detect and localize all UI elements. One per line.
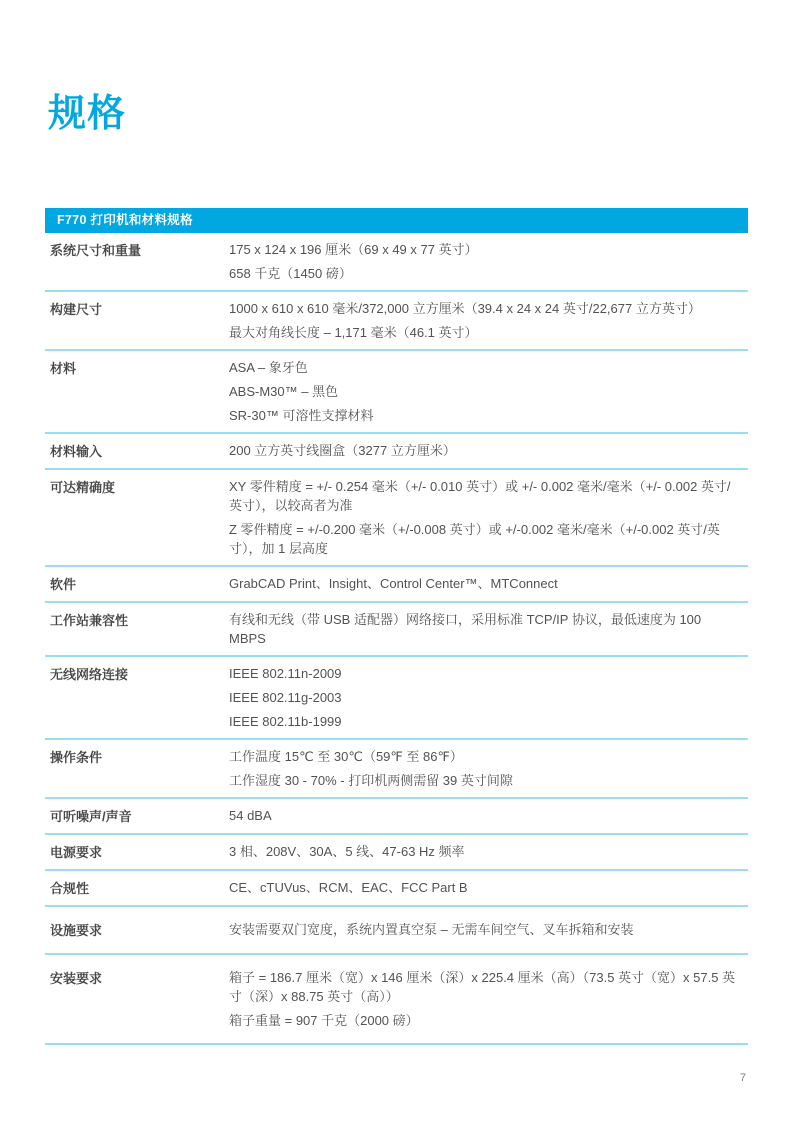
spec-row-values	[229, 806, 748, 826]
spec-value-line: ABS-M30™ – 黑色	[229, 384, 339, 399]
page-number: 7	[739, 1072, 746, 1084]
spec-value-line: 200 立方英寸线圈盒（3277 立方厘米）	[229, 443, 456, 458]
spec-row-values	[229, 878, 748, 898]
spec-value-line: 工作湿度 30 - 70% - 打印机两侧需留 39 英寸间隙	[229, 773, 513, 788]
spec-row	[45, 567, 748, 603]
spec-row-label: 构建尺寸	[50, 302, 103, 317]
spec-row-label: 系统尺寸和重量	[50, 243, 142, 258]
spec-table	[45, 208, 748, 1045]
spec-row-values	[229, 920, 748, 940]
spec-row	[45, 657, 748, 740]
spec-row	[45, 233, 748, 292]
spec-row-values	[229, 574, 748, 594]
spec-value-line: 安装需要双门宽度，系统内置真空泵 – 无需车间空气、叉车拆箱和安装	[229, 922, 634, 937]
spec-table-header: F770 打印机和材料规格	[45, 208, 748, 233]
spec-value-line: XY 零件精度 = +/- 0.254 毫米（+/- 0.010 英寸）或 +/- 0.002 毫米/毫米（+/- 0.002 英寸/英寸），以较高者为准	[229, 479, 731, 513]
spec-value-line: IEEE 802.11n-2009	[229, 666, 342, 681]
spec-row-label: 电源要求	[50, 845, 103, 860]
spec-row	[45, 799, 748, 835]
spec-table-rows	[45, 233, 748, 1045]
spec-row-values	[229, 240, 748, 283]
spec-row	[45, 907, 748, 955]
spec-row	[45, 955, 748, 1045]
spec-value-line: 箱子 = 186.7 厘米（宽）x 146 厘米（深）x 225.4 厘米（高）（73.5 英寸（宽）x 57.5 英寸（深）x 88.75 英寸（高））	[229, 970, 736, 1004]
spec-value-line: SR-30™ 可溶性支撑材料	[229, 408, 374, 423]
spec-value-line: 1000 x 610 x 610 毫米/372,000 立方厘米（39.4 x 24 x 24 英寸/22,677 立方英寸）	[229, 301, 701, 316]
spec-row-label: 材料	[50, 361, 77, 376]
spec-row-label: 安装要求	[50, 971, 103, 986]
spec-row-label: 设施要求	[50, 923, 103, 938]
spec-value-line: Z 零件精度 = +/-0.200 毫米（+/-0.008 英寸）或 +/-0.002 毫米/毫米（+/-0.002 英寸/英寸），加 1 层高度	[229, 522, 720, 556]
spec-value-line: 工作温度 15℃ 至 30℃（59℉ 至 86℉）	[229, 749, 463, 764]
spec-value-line: 658 千克（1450 磅）	[229, 266, 352, 281]
spec-row-label: 软件	[50, 577, 77, 592]
spec-row-values	[229, 477, 748, 558]
spec-row	[45, 434, 748, 470]
spec-row	[45, 871, 748, 907]
spec-row-values	[229, 610, 748, 648]
spec-row	[45, 470, 748, 567]
spec-row-values	[229, 968, 748, 1030]
spec-row-label: 可听噪声/声音	[50, 809, 132, 824]
spec-value-line: 有线和无线（带 USB 适配器）网络接口，采用标准 TCP/IP 协议，最低速度为 100 MBPS	[229, 612, 702, 646]
page-title: 规格	[48, 93, 127, 135]
spec-row-values	[229, 664, 748, 731]
spec-value-line: 最大对角线长度 – 1,171 毫米（46.1 英寸）	[229, 325, 478, 340]
spec-row-values	[229, 441, 748, 461]
spec-value-line: GrabCAD Print、Insight、Control Center™、MTConnect	[229, 576, 558, 591]
spec-row	[45, 740, 748, 799]
spec-value-line: IEEE 802.11b-1999	[229, 714, 342, 729]
spec-row-values	[229, 299, 748, 342]
spec-value-line: CE、cTUVus、RCM、EAC、FCC Part B	[229, 880, 468, 895]
spec-value-line: 3 相、208V、30A、5 线、47-63 Hz 频率	[229, 844, 465, 859]
spec-row-label: 材料输入	[50, 444, 103, 459]
spec-row	[45, 835, 748, 871]
spec-row-label: 操作条件	[50, 750, 103, 765]
spec-value-line: IEEE 802.11g-2003	[229, 690, 342, 705]
spec-row-values	[229, 842, 748, 862]
spec-row	[45, 292, 748, 351]
spec-row-values	[229, 747, 748, 790]
spec-row-label: 无线网络连接	[50, 667, 129, 682]
spec-value-line: ASA – 象牙色	[229, 360, 308, 375]
spec-value-line: 175 x 124 x 196 厘米（69 x 49 x 77 英寸）	[229, 242, 478, 257]
spec-row-label: 工作站兼容性	[50, 613, 129, 628]
spec-value-line: 箱子重量 = 907 千克（2000 磅）	[229, 1013, 419, 1028]
spec-value-line: 54 dBA	[229, 808, 272, 823]
spec-row	[45, 603, 748, 657]
spec-row-label: 可达精确度	[50, 480, 116, 495]
spec-row	[45, 351, 748, 434]
spec-row-label: 合规性	[50, 881, 90, 896]
spec-row-values	[229, 358, 748, 425]
